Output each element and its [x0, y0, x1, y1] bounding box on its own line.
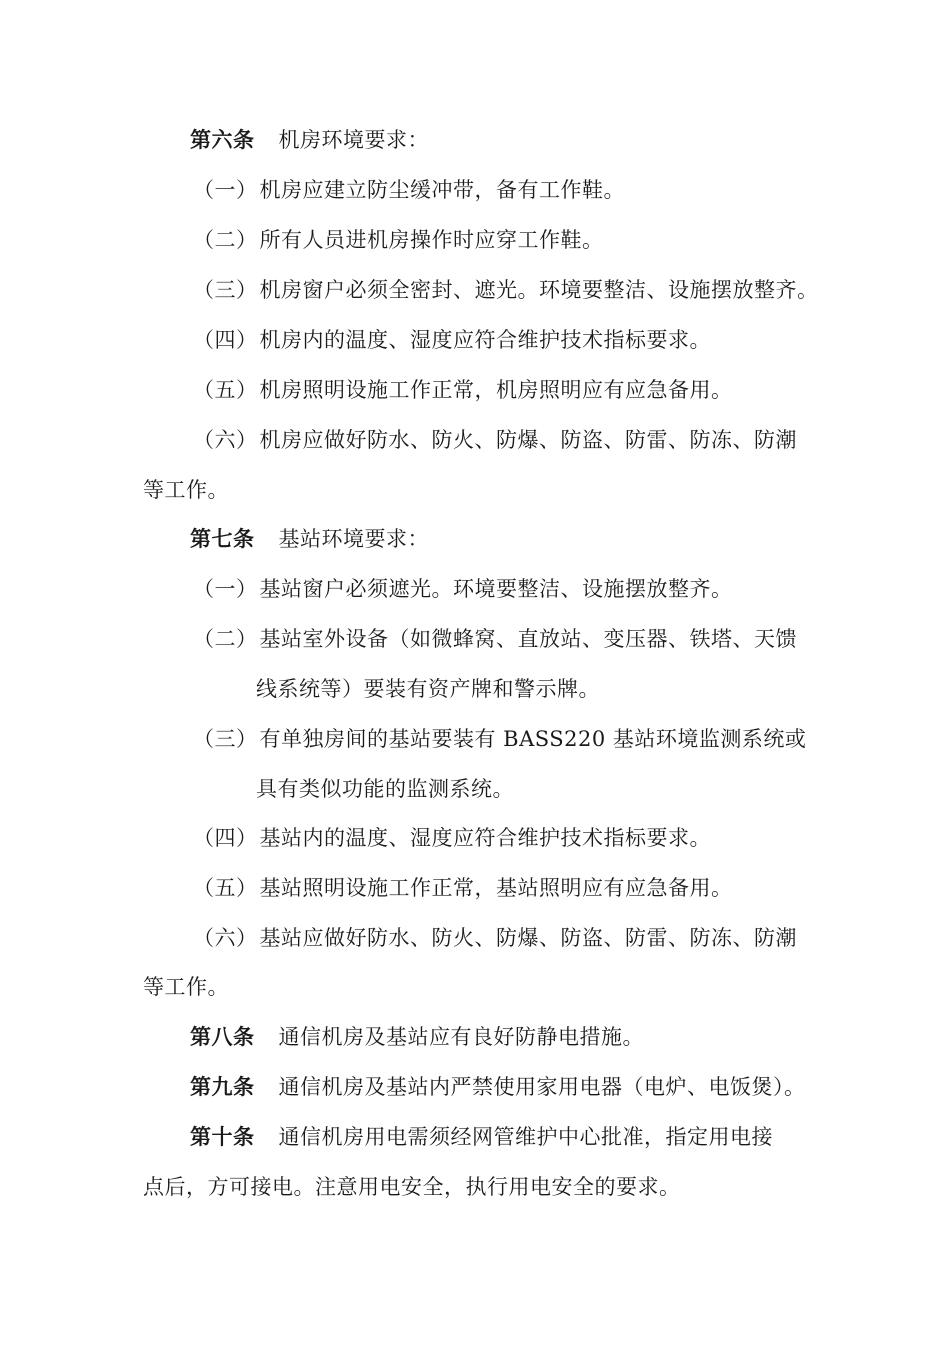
- article-10-continuation: 点后，方可接电。注意用电安全，执行用电安全的要求。: [143, 1175, 681, 1199]
- article-7-title: 基站环境要求：: [278, 527, 429, 551]
- article-6-label: 第六条: [190, 127, 255, 152]
- article-7-item-5: [193, 874, 733, 902]
- item-label: （一）: [193, 178, 258, 202]
- article-6-item-6-continuation: 等工作。: [143, 478, 229, 502]
- article-10: [190, 1123, 773, 1151]
- item-text: 基站内的温度、湿度应符合维护技术指标要求。: [259, 826, 711, 850]
- article-6-item-6: [193, 426, 797, 454]
- item-text: 基站照明设施工作正常，基站照明应有应急备用。: [259, 876, 733, 900]
- item-label: （三）: [193, 278, 258, 302]
- item-text: 有单独房间的基站要装有 BASS220 基站环境监测系统或: [259, 727, 807, 751]
- item-label: （四）: [193, 826, 258, 850]
- item-text: 机房窗户必须全密封、遮光。环境要整洁、设施摆放整齐。: [259, 278, 819, 302]
- item-text: 基站室外设备（如微蜂窝、直放站、变压器、铁塔、天馈: [259, 627, 797, 651]
- article-7-item-6: [193, 924, 797, 952]
- item-text: 机房应建立防尘缓冲带，备有工作鞋。: [259, 178, 625, 202]
- item-label: （五）: [193, 876, 258, 900]
- article-6-item-1: [193, 176, 625, 204]
- article-7-item-4: [193, 824, 711, 852]
- item-label: （一）: [193, 577, 258, 601]
- item-label: （二）: [193, 627, 258, 651]
- item-text: 基站窗户必须遮光。环境要整洁、设施摆放整齐。: [259, 577, 733, 601]
- article-7-item-1: [193, 575, 733, 603]
- item-text: 所有人员进机房操作时应穿工作鞋。: [259, 228, 604, 252]
- article-7-heading: [190, 525, 429, 553]
- article-8: [190, 1023, 644, 1051]
- article-10-label: 第十条: [190, 1124, 255, 1149]
- article-8-label: 第八条: [190, 1024, 255, 1049]
- article-9-label: 第九条: [190, 1074, 255, 1099]
- item-label: （六）: [193, 428, 258, 452]
- article-7-item-2-continuation: 线系统等）要装有资产牌和警示牌。: [256, 677, 600, 701]
- article-6-item-4: [193, 326, 711, 354]
- article-6-item-3: [193, 276, 819, 304]
- article-10-text: 通信机房用电需须经网管维护中心批准，指定用电接: [278, 1125, 773, 1149]
- article-7-item-6-continuation: 等工作。: [143, 975, 229, 999]
- article-7-item-2: [193, 625, 797, 653]
- article-6-item-5: [193, 376, 733, 404]
- item-text: 机房内的温度、湿度应符合维护技术指标要求。: [259, 328, 711, 352]
- item-text: 机房照明设施工作正常，机房照明应有应急备用。: [259, 378, 733, 402]
- article-6-item-2: [193, 226, 604, 254]
- article-6-title: 机房环境要求：: [278, 128, 429, 152]
- article-7-item-3: [193, 725, 806, 753]
- item-label: （二）: [193, 228, 258, 252]
- item-text: 基站应做好防水、防火、防爆、防盗、防雷、防冻、防潮: [259, 926, 797, 950]
- article-7-item-3-continuation: 具有类似功能的监测系统。: [256, 777, 514, 801]
- article-8-text: 通信机房及基站应有良好防静电措施。: [278, 1025, 644, 1049]
- item-text: 机房应做好防水、防火、防爆、防盗、防雷、防冻、防潮: [259, 428, 797, 452]
- article-9: [190, 1073, 806, 1101]
- item-label: （五）: [193, 378, 258, 402]
- item-label: （四）: [193, 328, 258, 352]
- article-7-label: 第七条: [190, 526, 255, 551]
- item-label: （三）: [193, 727, 258, 751]
- article-9-text: 通信机房及基站内严禁使用家用电器（电炉、电饭煲）。: [278, 1075, 806, 1099]
- item-label: （六）: [193, 926, 258, 950]
- article-6-heading: [190, 126, 429, 154]
